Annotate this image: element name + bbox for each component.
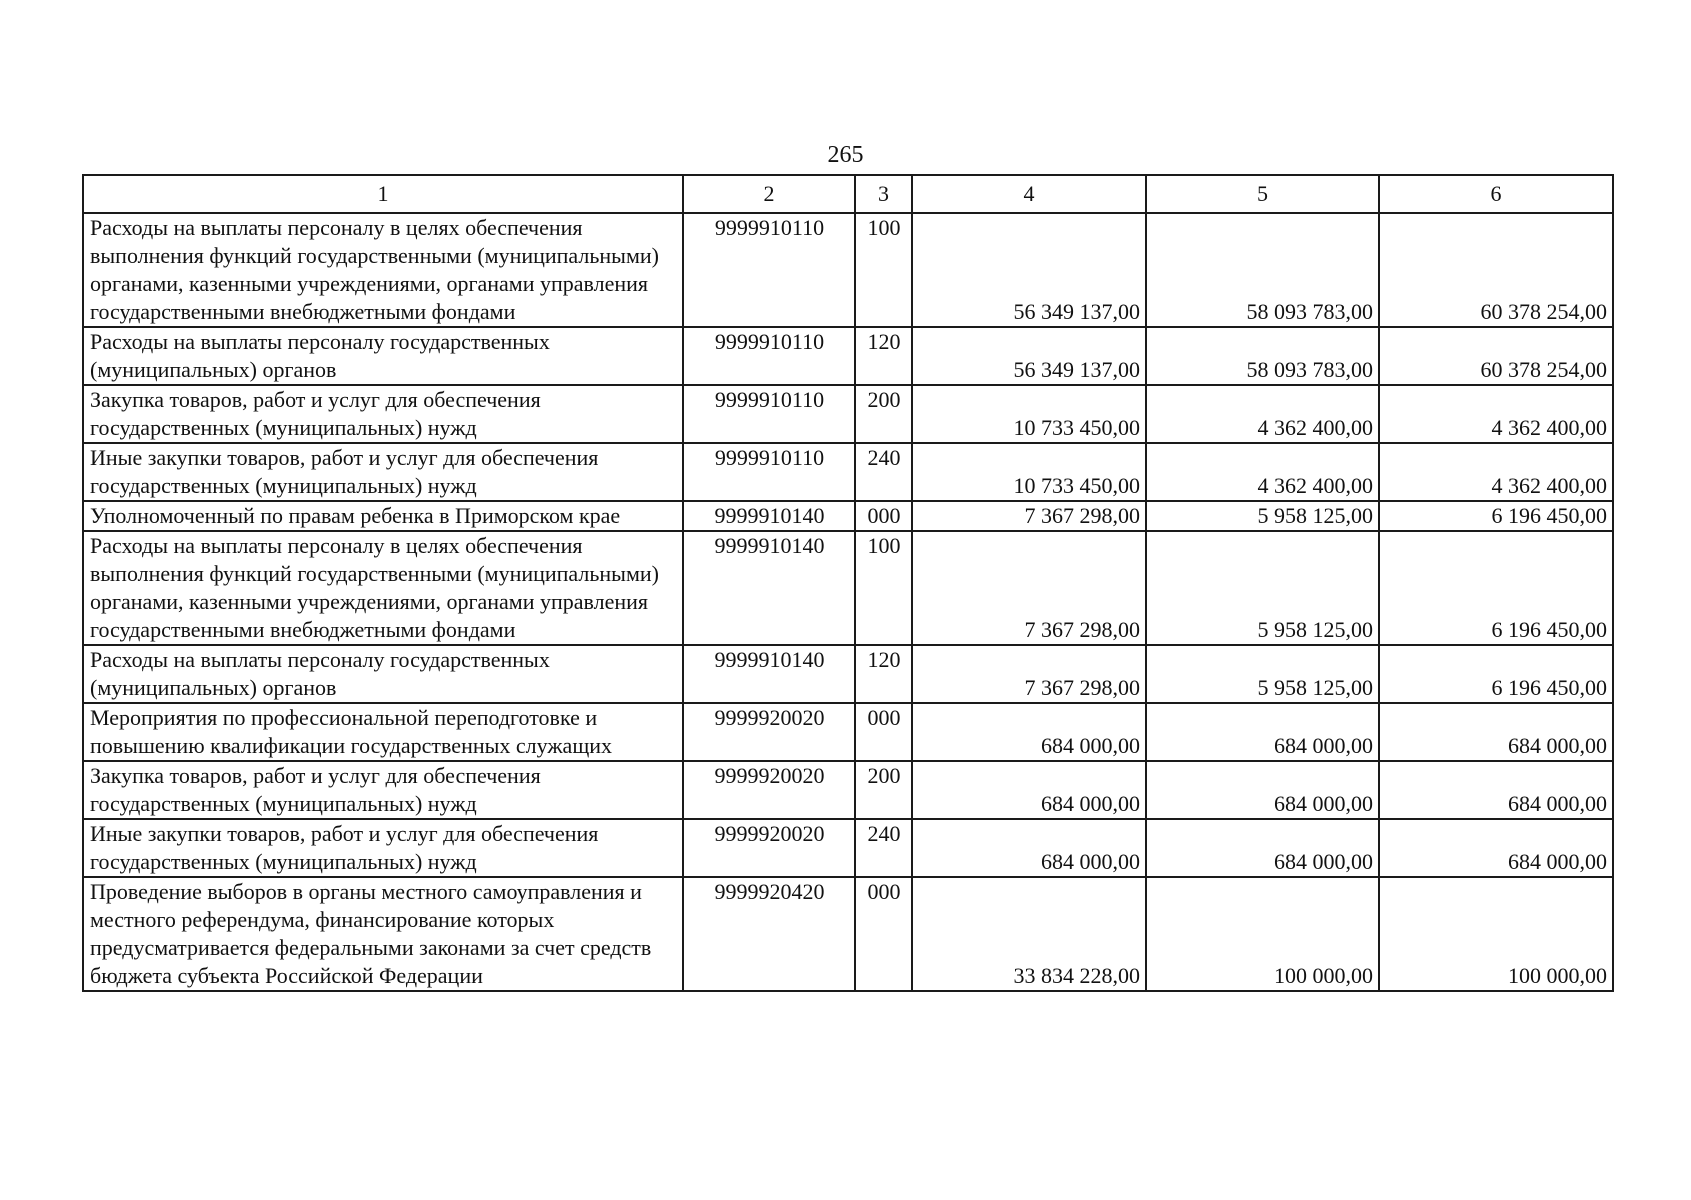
amount-col-4: 33 834 228,00	[912, 877, 1146, 991]
expense-name: Расходы на выплаты персоналу государственных (муниципальных) органов	[83, 645, 683, 703]
expense-name: Проведение выборов в органы местного самоуправления и местного референдума, финансирование которых предусматривается федеральными законами за счет средств бюджета субъекта Российской Федерации	[83, 877, 683, 991]
amount-col-6: 4 362 400,00	[1379, 385, 1613, 443]
column-header-3: 3	[855, 175, 912, 213]
amount-col-5: 5 958 125,00	[1146, 531, 1379, 645]
page-number: 265	[827, 142, 864, 168]
amount-col-4: 10 733 450,00	[912, 385, 1146, 443]
target-article-code: 9999910140	[683, 501, 855, 531]
expense-kind-code: 100	[855, 531, 912, 645]
amount-col-6: 4 362 400,00	[1379, 443, 1613, 501]
amount-col-5: 58 093 783,00	[1146, 327, 1379, 385]
budget-table	[82, 174, 1614, 992]
table-row	[83, 501, 1613, 531]
amount-col-4: 684 000,00	[912, 761, 1146, 819]
amount-col-6: 60 378 254,00	[1379, 213, 1613, 327]
amount-col-6: 60 378 254,00	[1379, 327, 1613, 385]
target-article-code: 9999910140	[683, 645, 855, 703]
expense-kind-code: 100	[855, 213, 912, 327]
table-row	[83, 531, 1613, 645]
expense-kind-code: 000	[855, 703, 912, 761]
target-article-code: 9999910110	[683, 327, 855, 385]
amount-col-5: 5 958 125,00	[1146, 501, 1379, 531]
amount-col-6: 684 000,00	[1379, 761, 1613, 819]
amount-col-4: 56 349 137,00	[912, 327, 1146, 385]
amount-col-5: 684 000,00	[1146, 761, 1379, 819]
expense-name: Закупка товаров, работ и услуг для обеспечения государственных (муниципальных) нужд	[83, 385, 683, 443]
target-article-code: 9999910110	[683, 385, 855, 443]
table-row	[83, 761, 1613, 819]
target-article-code: 9999910140	[683, 531, 855, 645]
amount-col-6: 6 196 450,00	[1379, 501, 1613, 531]
column-header-1: 1	[83, 175, 683, 213]
expense-name: Мероприятия по профессиональной переподготовке и повышению квалификации государственных служащих	[83, 703, 683, 761]
table-row	[83, 443, 1613, 501]
target-article-code: 9999920020	[683, 761, 855, 819]
amount-col-5: 684 000,00	[1146, 819, 1379, 877]
expense-kind-code: 200	[855, 385, 912, 443]
amount-col-4: 684 000,00	[912, 819, 1146, 877]
column-header-5: 5	[1146, 175, 1379, 213]
expense-name: Расходы на выплаты персоналу в целях обеспечения выполнения функций государственными (муниципальными) органами, казенными учреждениями, органами управления государственными внебюджетными фондами	[83, 531, 683, 645]
amount-col-5: 58 093 783,00	[1146, 213, 1379, 327]
amount-col-6: 6 196 450,00	[1379, 531, 1613, 645]
expense-name: Расходы на выплаты персоналу в целях обеспечения выполнения функций государственными (муниципальными) органами, казенными учреждениями, органами управления государственными внебюджетными фондами	[83, 213, 683, 327]
amount-col-5: 4 362 400,00	[1146, 443, 1379, 501]
table-row	[83, 645, 1613, 703]
amount-col-4: 7 367 298,00	[912, 645, 1146, 703]
target-article-code: 9999920420	[683, 877, 855, 991]
expense-name: Иные закупки товаров, работ и услуг для обеспечения государственных (муниципальных) нужд	[83, 443, 683, 501]
column-header-4: 4	[912, 175, 1146, 213]
expense-kind-code: 200	[855, 761, 912, 819]
amount-col-6: 684 000,00	[1379, 703, 1613, 761]
amount-col-4: 56 349 137,00	[912, 213, 1146, 327]
expense-kind-code: 000	[855, 501, 912, 531]
amount-col-4: 7 367 298,00	[912, 531, 1146, 645]
table-row	[83, 385, 1613, 443]
table-row	[83, 213, 1613, 327]
table-row	[83, 327, 1613, 385]
expense-name: Уполномоченный по правам ребенка в Приморском крае	[83, 501, 683, 531]
target-article-code: 9999910110	[683, 213, 855, 327]
expense-kind-code: 120	[855, 645, 912, 703]
column-header-6: 6	[1379, 175, 1613, 213]
table-row	[83, 877, 1613, 991]
target-article-code: 9999910110	[683, 443, 855, 501]
amount-col-6: 6 196 450,00	[1379, 645, 1613, 703]
expense-kind-code: 240	[855, 819, 912, 877]
header-row	[83, 175, 1613, 213]
target-article-code: 9999920020	[683, 819, 855, 877]
amount-col-5: 684 000,00	[1146, 703, 1379, 761]
amount-col-4: 7 367 298,00	[912, 501, 1146, 531]
expense-kind-code: 240	[855, 443, 912, 501]
amount-col-5: 5 958 125,00	[1146, 645, 1379, 703]
expense-name: Иные закупки товаров, работ и услуг для обеспечения государственных (муниципальных) нужд	[83, 819, 683, 877]
expense-kind-code: 000	[855, 877, 912, 991]
table-row	[83, 819, 1613, 877]
target-article-code: 9999920020	[683, 703, 855, 761]
amount-col-4: 10 733 450,00	[912, 443, 1146, 501]
amount-col-6: 684 000,00	[1379, 819, 1613, 877]
expense-name: Закупка товаров, работ и услуг для обеспечения государственных (муниципальных) нужд	[83, 761, 683, 819]
amount-col-5: 4 362 400,00	[1146, 385, 1379, 443]
table-row	[83, 703, 1613, 761]
amount-col-4: 684 000,00	[912, 703, 1146, 761]
column-header-2: 2	[683, 175, 855, 213]
expense-kind-code: 120	[855, 327, 912, 385]
amount-col-6: 100 000,00	[1379, 877, 1613, 991]
expense-name: Расходы на выплаты персоналу государственных (муниципальных) органов	[83, 327, 683, 385]
amount-col-5: 100 000,00	[1146, 877, 1379, 991]
